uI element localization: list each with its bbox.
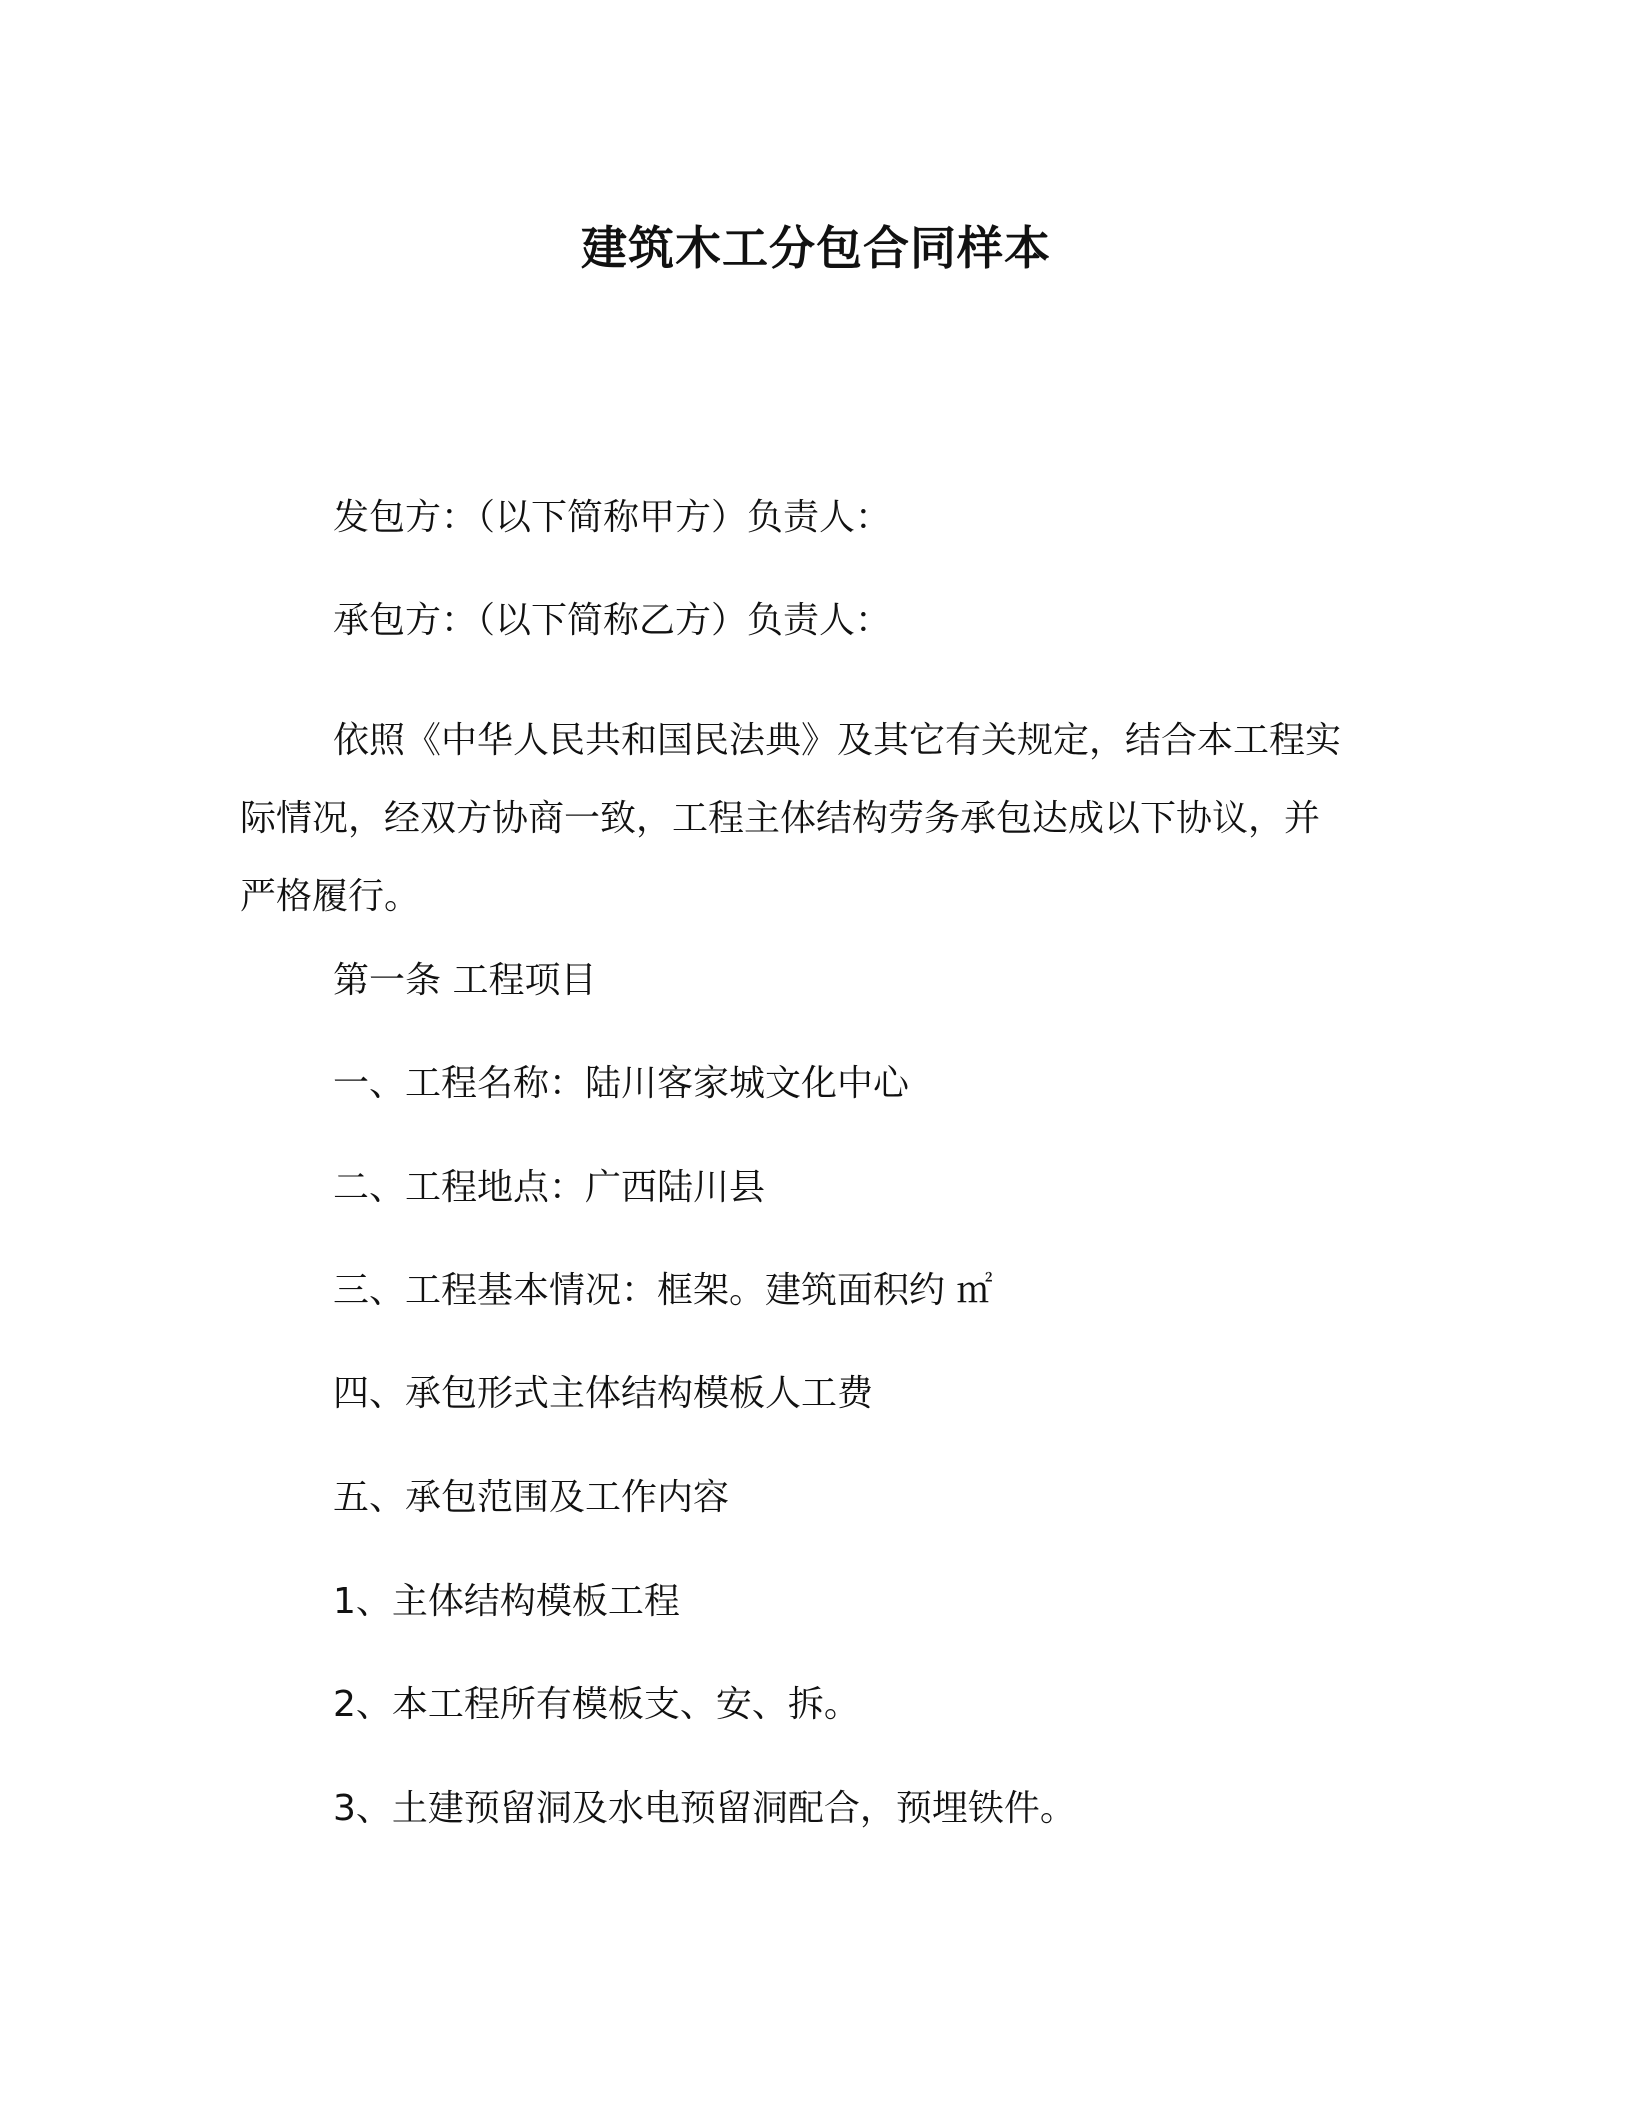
intro-paragraph [240,702,1380,936]
project-name-item: 一、工程名称：陆川客家城文化中心 [333,1063,910,1104]
project-location-item: 二、工程地点：广西陆川县 [333,1167,766,1208]
article-1-heading: 第一条 工程项目 [333,960,597,1001]
scope-sub-item-2: 2、本工程所有模板支、安、拆。 [333,1684,860,1725]
scope-item: 五、承包范围及工作内容 [333,1477,730,1518]
contract-form-item: 四、承包形式主体结构模板人工费 [333,1373,874,1414]
intro-line-1: 依照《中华人民共和国民法典》及其它有关规定，结合本工程实 [333,720,1342,761]
project-basic-info-item: 三、工程基本情况：框架。建筑面积约 ㎡ [333,1270,993,1311]
intro-line-2: 际情况，经双方协商一致，工程主体结构劳务承包达成以下协议，并 [240,798,1321,839]
scope-sub-item-3: 3、土建预留洞及水电预留洞配合，预埋铁件。 [333,1788,1076,1829]
scope-sub-item-1: 1、主体结构模板工程 [333,1581,680,1622]
document-title: 建筑木工分包合同样本 [581,221,1051,275]
party-b-line: 承包方：（以下简称乙方）负责人： [333,600,892,641]
intro-line-3: 严格履行。 [240,876,421,917]
party-a-line: 发包方：（以下简称甲方）负责人： [333,497,892,538]
